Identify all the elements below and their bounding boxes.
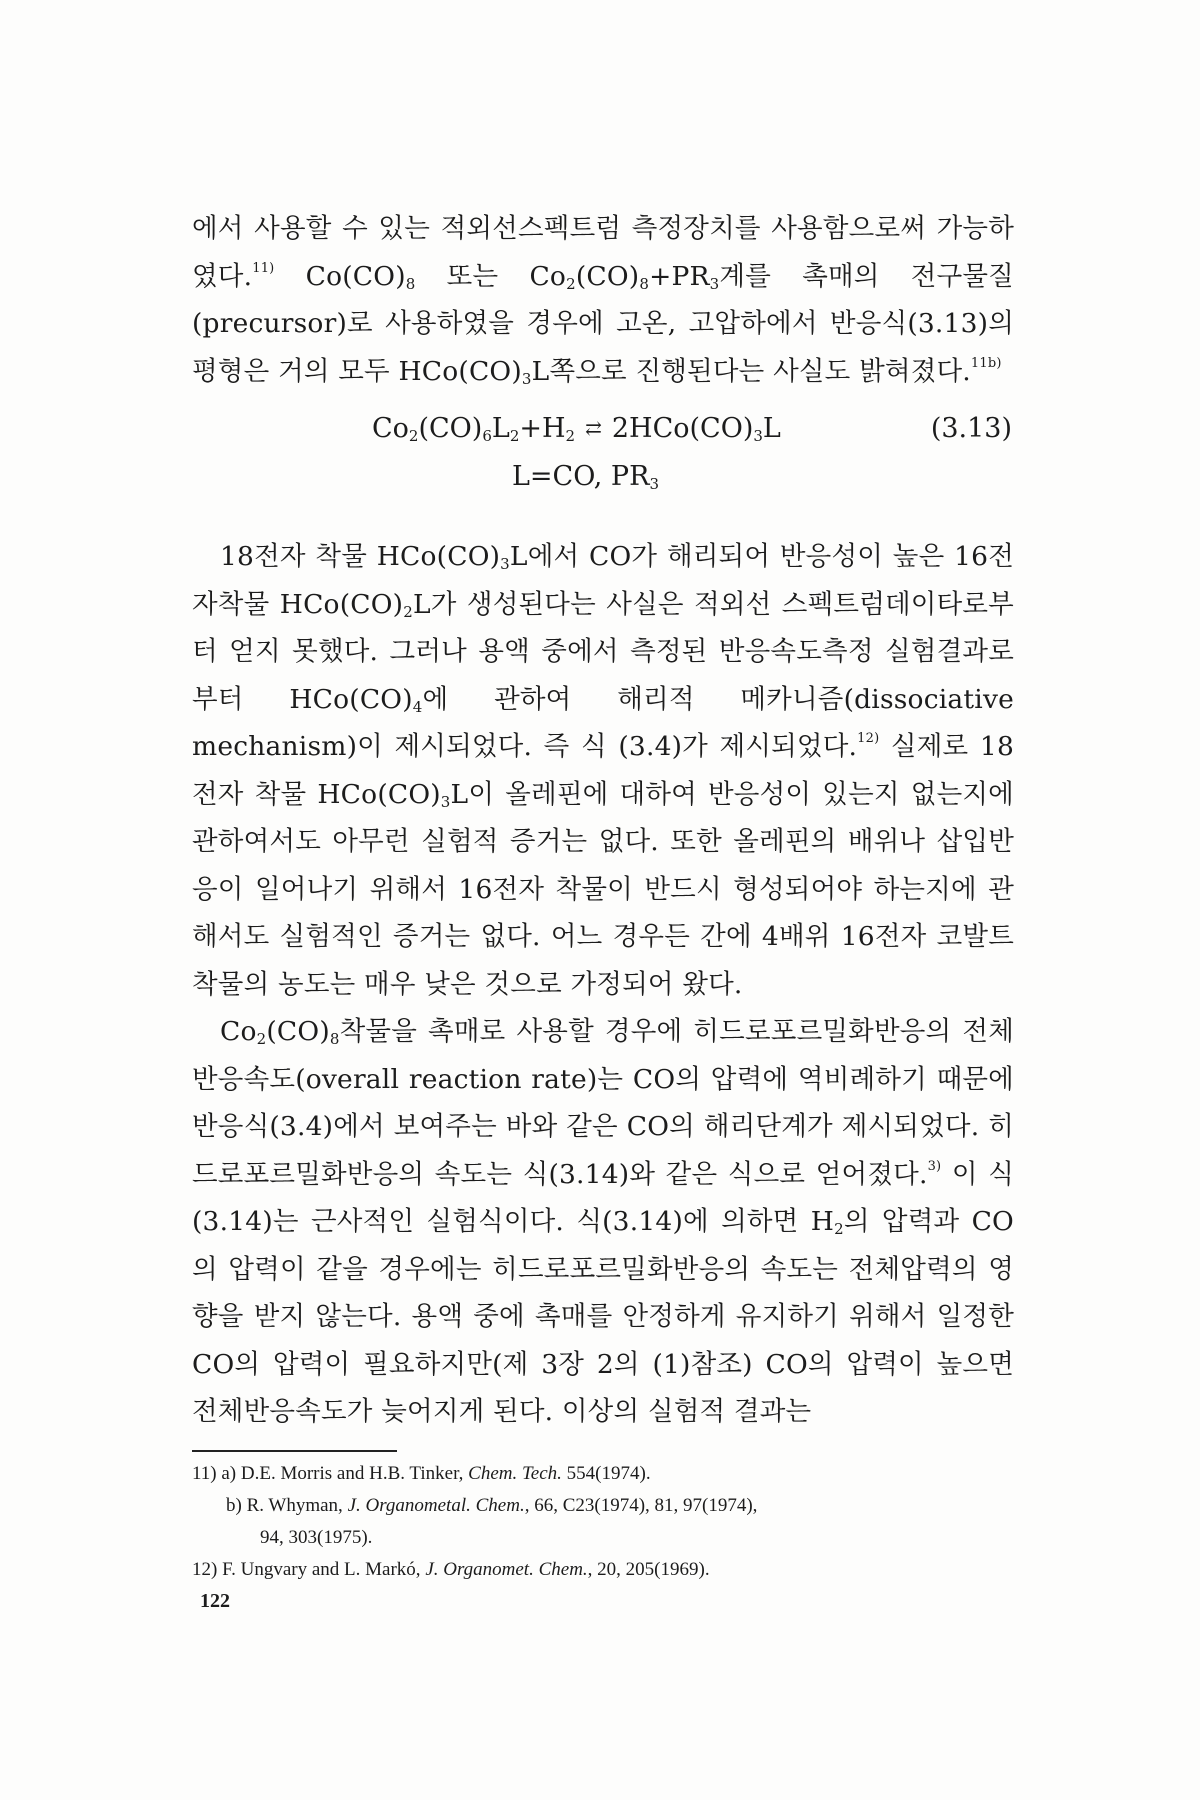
subscript: 2 [408, 427, 419, 445]
text: (CO) [266, 1016, 330, 1047]
text: +PR [649, 260, 710, 292]
journal-name: J. Organometal. Chem. [347, 1494, 525, 1516]
paragraph-1 [192, 205, 1014, 395]
eq-text: Co [372, 413, 409, 444]
subscript: 4 [412, 697, 423, 716]
text: 이 식(3.14)는 근사적인 실험식이다. 식(3.14)에 의하면 H [192, 1158, 1014, 1237]
eq-text: L [491, 413, 510, 444]
eq-text: (CO) [418, 413, 483, 444]
text: (CO) [342, 260, 406, 292]
footnote-ref: 11b) [970, 355, 1002, 371]
fn-text: , 66, C23(1974), 81, 97(1974), [524, 1494, 758, 1516]
text: 18전자 착물 HCo(CO) [220, 541, 501, 572]
subscript: 2 [256, 1030, 267, 1048]
subscript: 8 [329, 1030, 340, 1048]
text: 계를 촉매의 전구물질(precursor)로 사용하였을 경우에 고온, 고압하에서 반응식(3.13)의 평형은 거의 모두 HCo(CO) [192, 260, 1014, 387]
fn-text: b) R. Whyman, [226, 1494, 348, 1516]
text: L이 올레핀에 대하여 반응성이 있는지 없는지에 관하여서도 아무런 실험적 증거는 없다. 또한 올레핀의 배위나 삽입반응이 일어나기 위해서 16전자 착물이 반드시 형성되어야 하는지에 관해서도 실험적인 증거는 없다. 어느 경우든 간에 4배위 16전자 코발트착물의 농도는 매우 낮은 것으로 가정되어 왔다. [192, 778, 1014, 1000]
text: 실제로 18전자 착물 HCo(CO) [192, 731, 1015, 810]
text: Co [220, 1016, 257, 1047]
fn-text: 554(1974). [561, 1462, 651, 1484]
equation-3-13 [192, 407, 1014, 515]
text: L쪽으로 진행된다는 사실도 밝혀졌다. [531, 355, 971, 387]
paragraph-2 [192, 533, 1014, 1008]
page-body [192, 205, 1014, 1586]
footnote-ref: 12) [857, 731, 880, 746]
subscript: 2 [834, 1220, 844, 1238]
equation-line-2 [512, 461, 659, 492]
subscript: 6 [482, 427, 492, 445]
footnote-11a [192, 1458, 1014, 1490]
fn-text: , 20, 205(1969). [587, 1558, 710, 1580]
footnote-ref: 11) [252, 260, 275, 276]
page-number: 122 [200, 1590, 230, 1612]
journal-name: J. Organomet. Chem. [425, 1558, 588, 1580]
eq-text: L [762, 413, 781, 444]
subscript: 3 [709, 274, 720, 293]
footnote-12 [192, 1554, 1014, 1586]
text: Co [274, 260, 343, 292]
text: 착물을 촉매로 사용할 경우에 히드로포르밀화반응의 전체반응속도(overall reaction rate)는 CO의 압력에 역비례하기 때문에 반응식(3.4)에서 보여주는 바와 같은 CO의 해리단계가 제시되었다. 히드로포르밀화반응의 속도는 식(3.14)와 같은 식으로 얻어졌다. [192, 1016, 1014, 1190]
equilibrium-arrow-icon: ⇄ [585, 416, 602, 440]
text: L에서 CO가 해리되어 반응성이 높은 16전자착물 HCo(CO) [192, 541, 1015, 620]
subscript: 2 [566, 274, 576, 293]
subscript: 2 [565, 427, 576, 445]
text: 에 관하여 해리적 메카니즘(dissociative mechanism)이 제시되었다. 즉 식 (3.4)가 제시되었다. [192, 683, 1015, 762]
subscript: 3 [649, 475, 659, 493]
fn-text: 12) F. Ungvary and L. Markó, [192, 1558, 426, 1580]
paragraph-3 [192, 1008, 1014, 1436]
eq-text: 2HCo(CO) [611, 413, 754, 444]
subscript: 2 [403, 602, 413, 621]
subscript: 3 [753, 427, 763, 445]
subscript: 2 [509, 427, 520, 445]
footnote-divider [192, 1450, 397, 1452]
subscript: 3 [440, 792, 451, 811]
eq-text: L=CO, PR [512, 461, 650, 492]
footnote-11b [192, 1490, 1014, 1522]
text: 의 압력과 CO의 압력이 같을 경우에는 히드로포르밀화반응의 속도는 전체압력의 영향을 받지 않는다. 용액 중에 촉매를 안정하게 유지하기 위해서 일정한 CO의 압력이 필요하지만(제 3장 2의 (1)참조) CO의 압력이 높으면 전체반응속도가 늦어지게 된다. 이상의 실험적 결과는 [192, 1206, 1014, 1427]
text: 에서 사용할 수 있는 적외선스펙트럼 측정장치를 사용함으로써 가능하였다. [192, 213, 1014, 292]
text: (CO) [575, 260, 640, 292]
footnote-11b-continued: 94, 303(1975). [260, 1526, 373, 1548]
text: 또는 Co [415, 260, 567, 292]
footnote-ref: 3) [927, 1158, 942, 1174]
fn-text: 11) a) D.E. Morris and H.B. Tinker, [192, 1462, 469, 1484]
equation-line-1 [372, 413, 781, 444]
subscript: 3 [500, 555, 510, 573]
text: L가 생성된다는 사실은 적외선 스펙트럼데이타로부터 얻지 못했다. 그러나 용액 중에서 측정된 반응속도측정 실험결과로부터 HCo(CO) [192, 588, 1014, 715]
equation-number: (3.13) [930, 413, 1012, 444]
subscript: 8 [639, 274, 650, 293]
subscript: 3 [521, 369, 532, 388]
eq-text: +H [519, 413, 566, 444]
subscript: 8 [405, 274, 416, 293]
journal-name: Chem. Tech. [468, 1462, 562, 1484]
